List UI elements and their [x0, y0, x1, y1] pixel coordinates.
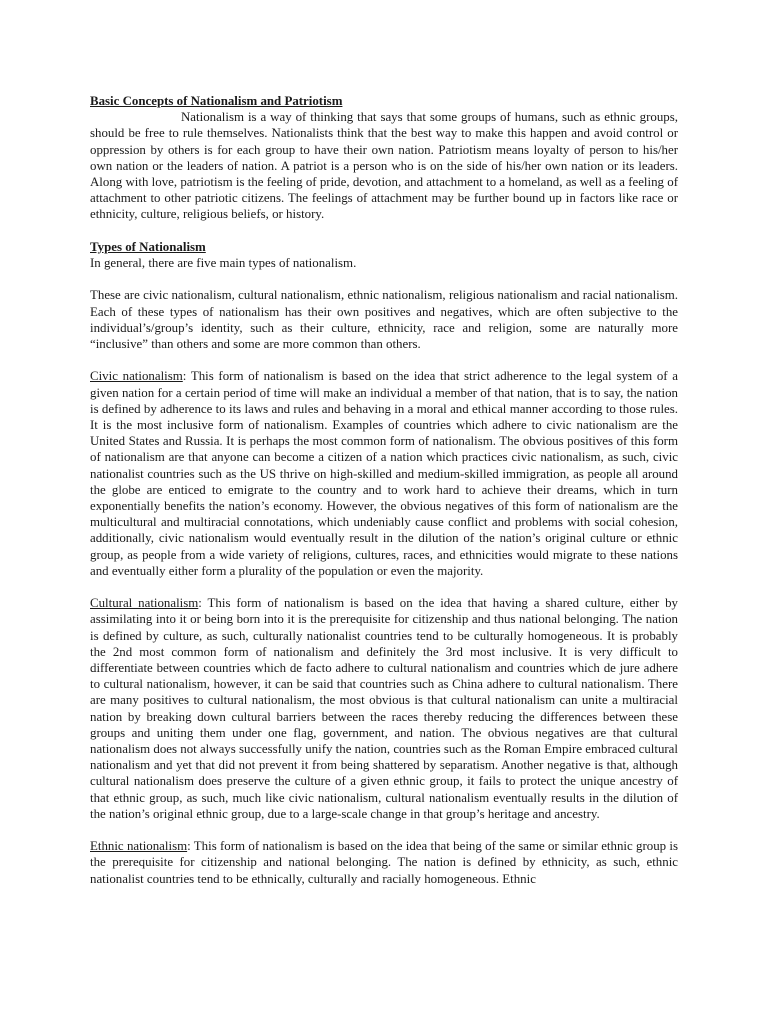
civic-paragraph [90, 368, 678, 579]
types-heading: Types of Nationalism [90, 239, 206, 254]
spacer [90, 223, 678, 239]
types-list-paragraph [90, 287, 678, 352]
civic-text: : This form of nationalism is based on the idea that strict adherence to the legal system of a given nation for a certain period of time will make an individual a member of that nation, that is to say, the nation is defined by adherence to its laws and rules and behaving in a moral and ethical manner according to those rules. It is the most inclusive form of nationalism. Examples of countries which adhere to civic nationalism are the United States and Russia. It is perhaps the most common form of nationalism. The obvious positives of this form of nationalism are that anyone can become a citizen of a nation which practices civic nationalism, as such, civic nationalist countries such as the US thrive on high-skilled and medium-skilled immigration, as people all around the globe are enticed to emigrate to the country and to work hard to achieve their dreams, which in turn exponentially benefits the nation’s economy. However, the obvious negatives of this form of nationalism are the multicultural and multiracial connotations, which undeniably cause conflict and problems with social cohesion, additionally, civic nationalism would eventually result in the dilution of the nation’s original culture or ethnic group, as people from a wide variety of religions, cultures, races, and ethnicities would migrate to these nations and eventually either form a plurality of the population or even the majority. [90, 369, 678, 578]
cultural-paragraph [90, 595, 678, 822]
intro-text: Nationalism is a way of thinking that says that some groups of humans, such as ethnic groups, should be free to rule themselves. Nationalists think that the best way to make this happen and avoid control or oppression by others is for each group to have their own nation. Patriotism means loyalty of person to his/her own nation or the leaders of nation. A patriot is a person who is on the side of his/her own nation or its leaders. Along with love, patriotism is the feeling of pride, devotion, and attachment to a homeland, as well as a feeling of attachment to other patriotic citizens. The feelings of attachment may be further bound up in factors like race or ethnicity, culture, religious beliefs, or history. [90, 110, 678, 222]
intro-paragraph [90, 93, 678, 223]
types-list-text: These are civic nationalism, cultural nationalism, ethnic nationalism, religious nationalism and racial nationalism. Each of these types of nationalism has their own positives and negatives, which are often subjective to the individual’s/group’s identity, such as their culture, ethnicity, race and religion, some are naturally more “inclusive” than others and some are more common than others. [90, 288, 678, 352]
document-body [90, 93, 678, 903]
cultural-text: : This form of nationalism is based on the idea that having a shared culture, either by assimilating into it or being born into it is the prerequisite for citizenship and thus national belonging. The nation is defined by culture, as such, culturally nationalist countries tend to be culturally homogeneous. It is probably the 2nd most common form of nationalism and definitely the 3rd most inclusive. It is very difficult to differentiate between countries which de facto adhere to cultural nationalism and countries which de jure adhere to cultural nationalism, however, it can be said that countries such as China adhere to cultural nationalism. There are many positives to cultural nationalism, the most obvious is that cultural nationalism can unite a multiracial nation by breaking down cultural barriers between the races thereby reducing the differences between these groups and uniting them under one flag, government, and nation. The obvious negatives are that cultural nationalism does not always successfully unify the nation, countries such as the Roman Empire embraced cultural nationalism and yet that did not prevent it from being shattered by separatism. Another negative is that, although cultural nationalism does preserve the culture of a given ethnic group, it fails to protect the unique ancestry of that ethnic group, as such, much like civic nationalism, cultural nationalism eventually results in the dilution of the nation’s original ethnic group, due to a large-scale change in that group’s heritage and ancestry. [90, 596, 678, 821]
ethnic-text: : This form of nationalism is based on the idea that being of the same or similar ethnic group is the prerequisite for citizenship and national belonging. The nation is defined by ethnicity, as such, ethnic nationalist countries tend to be ethnically, culturally and racially homogeneous. Ethnic [90, 839, 678, 886]
types-section [90, 239, 678, 271]
civic-term: Civic nationalism [90, 369, 183, 384]
document-title: Basic Concepts of Nationalism and Patriotism [90, 94, 343, 108]
ethnic-term: Ethnic nationalism [90, 839, 188, 854]
ethnic-paragraph [90, 838, 678, 887]
cultural-term: Cultural nationalism [90, 596, 199, 611]
types-intro: In general, there are five main types of nationalism. [90, 256, 357, 271]
spacer [90, 271, 678, 287]
